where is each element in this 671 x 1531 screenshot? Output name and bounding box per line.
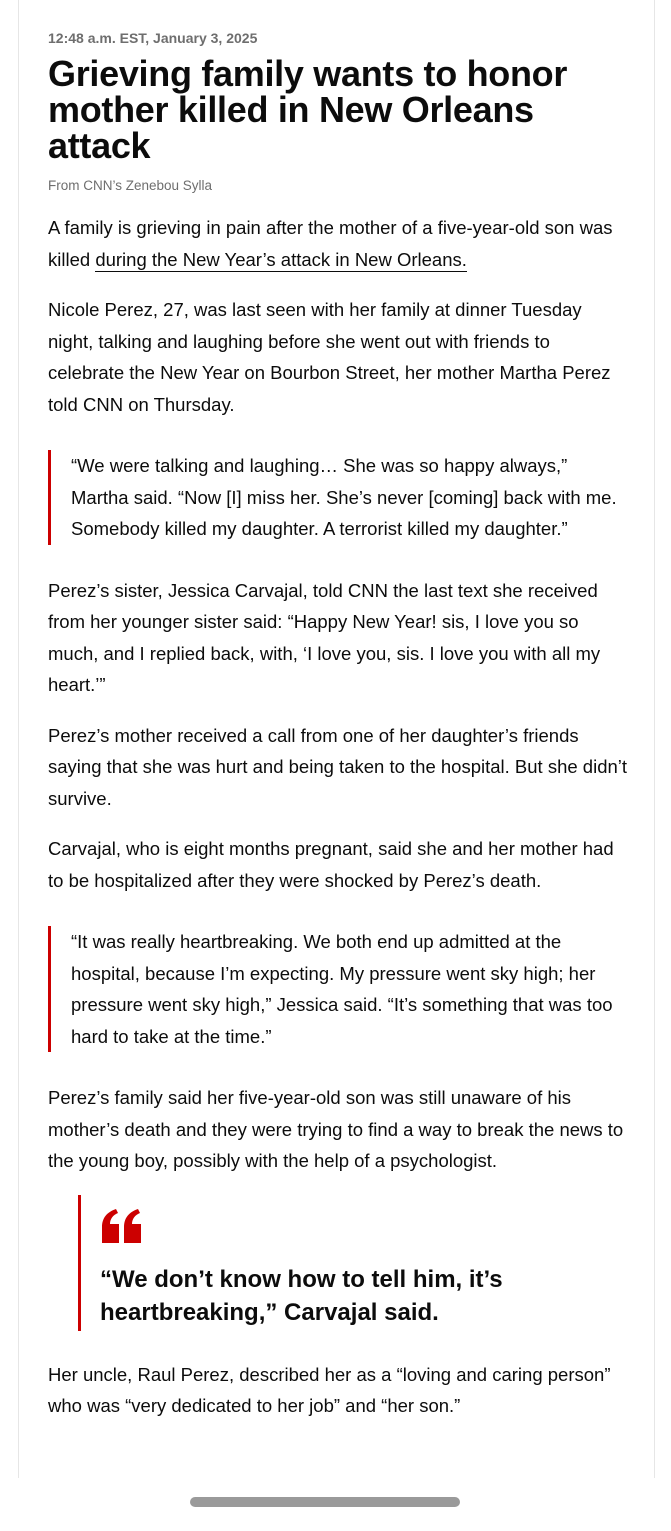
block-quote-text: “It was really heartbreaking. We both end up admitted at the hospital, because I’m expecting. My pressure went sky high; her pressure went sky high,” Jessica said. “It’s something that was too hard to take at the time.” xyxy=(71,931,613,1047)
paragraph-3: Perez’s sister, Jessica Carvajal, told CNN the last text she received from her younger sister said: “Happy New Year! sis, I love you so much, and I replied back, with, ‘I love you, sis. I love you with all my heart.’” xyxy=(48,579,601,695)
article-body xyxy=(48,28,628,1422)
article-byline: From CNN’s Zenebou Sylla xyxy=(48,178,213,193)
paragraph-1 xyxy=(48,212,628,275)
quote-mark-icon xyxy=(100,1209,628,1243)
pull-quote-text: “We don’t know how to tell him, it’s heartbreaking,” Carvajal said. xyxy=(100,1265,503,1326)
paragraph-5: Carvajal, who is eight months pregnant, said she and her mother had to be hospitalized after they were shocked by Perez’s death. xyxy=(48,838,614,891)
pull-quote xyxy=(78,1195,628,1331)
paragraph-4: Perez’s mother received a call from one of her daughter’s friends saying that she was hurt and being taken to the hospital. But she didn’t survive. xyxy=(48,724,628,809)
paragraph-6: Perez’s family said her five-year-old son was still unaware of his mother’s death and they were trying to find a way to break the news to the young boy, possibly with the help of a psychologist. xyxy=(48,1087,624,1171)
paragraph-7: Her uncle, Raul Perez, described her as a “loving and caring person” who was “very dedicated to her job” and “her son.” xyxy=(48,1363,611,1416)
article-timestamp: 12:48 a.m. EST, January 3, 2025 xyxy=(48,30,258,46)
article-headline: Grieving family wants to honor mother killed in New Orleans attack xyxy=(48,53,568,166)
new-orleans-attack-link[interactable]: during the New Year’s attack in New Orleans. xyxy=(95,248,467,270)
block-quote-martha xyxy=(48,450,628,545)
paragraph-2: Nicole Perez, 27, was last seen with her family at dinner Tuesday night, talking and laughing before she went out with friends to celebrate the New Year on Bourbon Street, her mother Martha Perez told CNN on Thursday. xyxy=(48,299,611,415)
block-quote-jessica xyxy=(48,926,628,1052)
paragraph-1-text: A family is grieving in pain after the mother of a five-year-old son was killed xyxy=(48,217,613,270)
home-indicator-bar[interactable] xyxy=(190,1497,460,1507)
block-quote-text: “We were talking and laughing… She was so happy always,” Martha said. “Now [I] miss her. She’s never [coming] back with me. Somebody killed my daughter. A terrorist killed my daughter.” xyxy=(71,455,617,539)
